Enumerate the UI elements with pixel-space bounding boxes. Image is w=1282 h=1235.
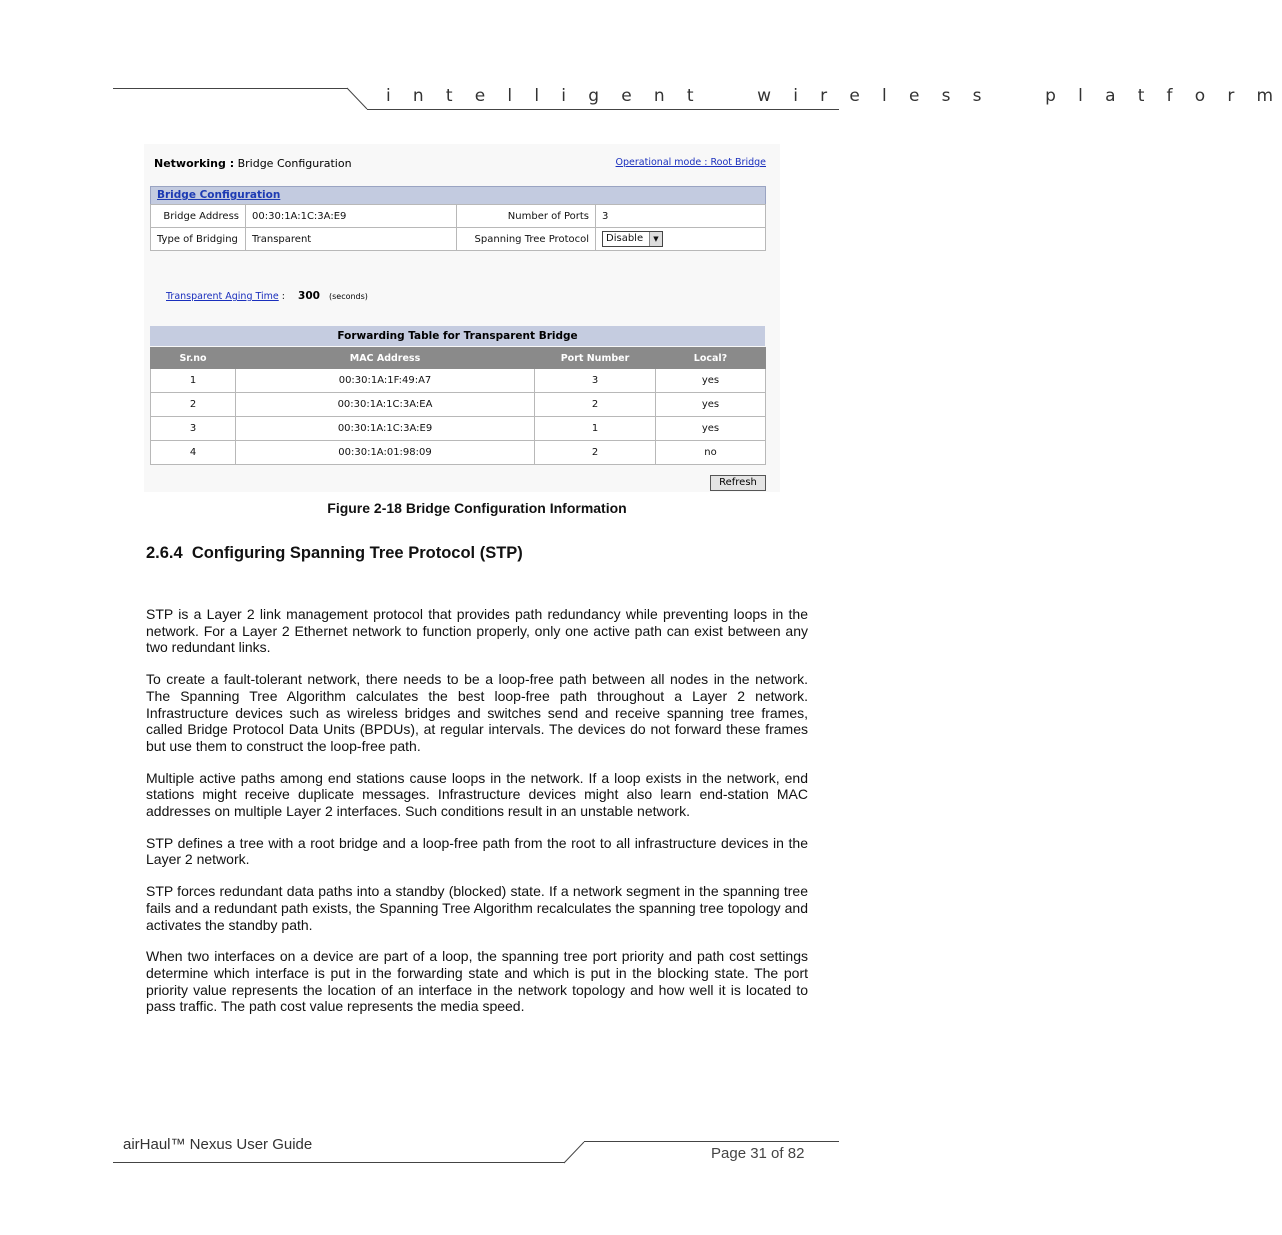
cell-srno: 1	[151, 369, 236, 393]
forwarding-table-title: Forwarding Table for Transparent Bridge	[150, 326, 765, 346]
footer-page-number: Page 31 of 82	[711, 1145, 805, 1162]
header-tagline: i n t e l l i g e n t w i r e l e s s p l a t f o r m	[386, 86, 1282, 106]
paragraph: Multiple active paths among end stations cause loops in the network. If a loop exists in the network, end stations might receive duplicate messages. Infrastructure devices might also learn end-station MAC addresses on multiple Layer 2 interfaces. Such conditions result in an unstable network.	[146, 769, 808, 820]
col-local: Local?	[656, 348, 766, 369]
aging-time	[166, 290, 368, 302]
stp-select[interactable]	[602, 231, 663, 247]
bridge-address-label: Bridge Address	[151, 205, 246, 228]
paragraph: STP forces redundant data paths into a standby (blocked) state. If a network segment in the spanning tree fails and a redundant path exists, the Spanning Tree Algorithm recalculates the spanning tree topology and activates the standby path.	[146, 883, 808, 933]
page-title-text: Bridge Configuration	[237, 157, 352, 170]
page-title	[154, 157, 352, 170]
cell-port: 1	[535, 417, 656, 441]
table-row	[151, 441, 766, 465]
aging-time-link[interactable]: Transparent Aging Time	[166, 291, 279, 302]
cell-local: yes	[656, 393, 766, 417]
table-row	[151, 393, 766, 417]
header-rule-slant	[347, 88, 369, 111]
cell-local: yes	[656, 369, 766, 393]
forwarding-table	[150, 347, 766, 465]
cell-mac: 00:30:1A:01:98:09	[236, 441, 535, 465]
table-row	[151, 228, 766, 251]
col-mac-address: MAC Address	[236, 348, 535, 369]
footer-rule-right	[584, 1141, 839, 1142]
cell-local: yes	[656, 417, 766, 441]
table-row	[151, 205, 766, 228]
section-heading: 2.6.4 Configuring Spanning Tree Protocol (STP)	[146, 544, 523, 562]
cell-srno: 4	[151, 441, 236, 465]
stp-label: Spanning Tree Protocol	[457, 228, 596, 251]
paragraph: STP defines a tree with a root bridge and a loop-free path from the root to all infrastructure devices in the Layer 2 network.	[146, 834, 808, 868]
operational-mode-link[interactable]: Operational mode : Root Bridge	[615, 157, 766, 168]
footer-guide-title: airHaul™ Nexus User Guide	[123, 1136, 313, 1153]
table-row	[151, 369, 766, 393]
num-ports-label: Number of Ports	[457, 205, 596, 228]
bridging-type-label: Type of Bridging	[151, 228, 246, 251]
bridge-config-link[interactable]: Bridge Configuration	[157, 189, 281, 201]
body-text	[146, 606, 808, 1030]
bridge-address-value: 00:30:1A:1C:3A:E9	[246, 205, 457, 228]
cell-port: 2	[535, 393, 656, 417]
cell-mac: 00:30:1A:1F:49:A7	[236, 369, 535, 393]
stp-cell	[596, 228, 766, 251]
footer-rule-slant	[564, 1141, 586, 1164]
num-ports-value: 3	[596, 205, 766, 228]
chevron-down-icon[interactable]: ▼	[649, 232, 662, 246]
aging-time-value: 300	[298, 290, 320, 302]
bridge-config-table	[150, 204, 766, 251]
cell-mac: 00:30:1A:1C:3A:EA	[236, 393, 535, 417]
footer-rule-left	[113, 1162, 565, 1163]
bridging-type-value: Transparent	[246, 228, 457, 251]
figure-caption: Figure 2-18 Bridge Configuration Information	[327, 500, 627, 516]
stp-select-value: Disable	[606, 233, 644, 244]
bridge-config-screenshot	[144, 144, 780, 492]
table-row	[151, 417, 766, 441]
col-srno: Sr.no	[151, 348, 236, 369]
cell-local: no	[656, 441, 766, 465]
aging-separator: :	[281, 291, 285, 302]
cell-srno: 3	[151, 417, 236, 441]
header-rule-right	[367, 109, 839, 110]
bridge-config-header	[150, 186, 766, 205]
aging-time-unit: (seconds)	[328, 292, 368, 301]
paragraph: To create a fault-tolerant network, there needs to be a loop-free path between all nodes in the network. The Spanning Tree Algorithm calculates the best loop-free path throughout a Layer 2 network. Infrastructure devices such as wireless bridges and switches send and receive spanning tree frames, called Bridge Protocol Data Units (BPDUs), at regular intervals. The devices do not forward these frames but use them to construct the loop-free path.	[146, 671, 808, 754]
paragraph: STP is a Layer 2 link management protocol that provides path redundancy while preventing loops in the network. For a Layer 2 Ethernet network to function properly, only one active path can exist between any two redundant links.	[146, 606, 808, 656]
refresh-button[interactable]: Refresh	[710, 475, 766, 491]
page-label: Networking :	[154, 157, 235, 170]
paragraph: When two interfaces on a device are part of a loop, the spanning tree port priority and path cost settings determine which interface is put in the forwarding state and which is put in the blocking state. The port priority value represents the location of an interface in the network topology and how well it is located to pass traffic. The path cost value represents the media speed.	[146, 948, 808, 1015]
col-port-number: Port Number	[535, 348, 656, 369]
cell-port: 3	[535, 369, 656, 393]
cell-srno: 2	[151, 393, 236, 417]
cell-mac: 00:30:1A:1C:3A:E9	[236, 417, 535, 441]
header-rule-left	[113, 88, 348, 89]
table-header-row	[151, 348, 766, 369]
cell-port: 2	[535, 441, 656, 465]
